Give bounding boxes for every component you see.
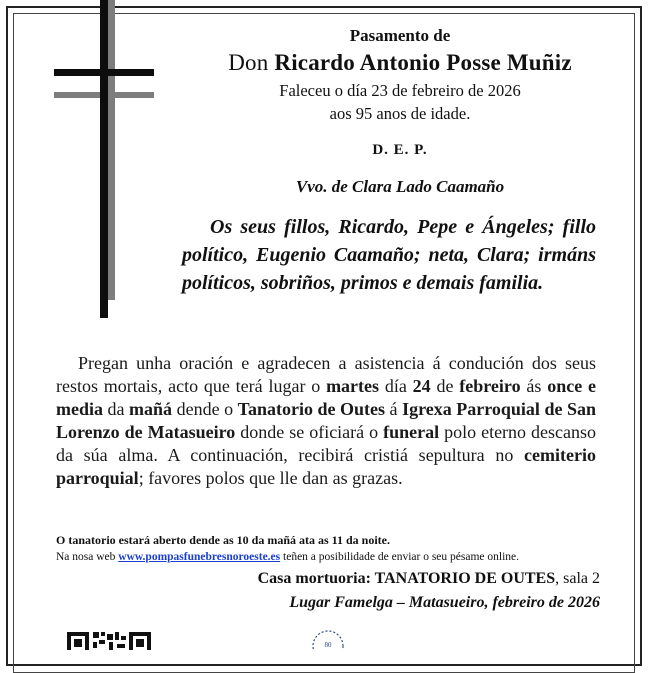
pasamento-heading: Pasamento de [349,26,451,45]
qr-code-icon[interactable] [67,628,151,650]
deceased-name [180,50,620,76]
name-prefix: Don [228,50,269,75]
web-line: Na nosa web www.pompasfunebresnoroeste.es teñen a posibilidade de enviar o seu pésame online. [56,551,520,563]
age-line: aos 95 anos de idade. [329,104,471,123]
anniversary-badge [310,628,346,650]
cross-icon-black-horizontal [54,69,154,76]
website-link[interactable]: www.pompasfunebresnoroeste.es [118,551,281,563]
death-date: Faleceu o día 23 de febreiro de 2026 [279,81,521,100]
cross-icon-black-vertical [100,0,108,318]
dep-line: D. E. P. [372,142,428,158]
ceremony-text: Pregan unha oración e agradecen a asistencia á condución dos seus restos mortais, acto que terá lugar o martes día 24 de febreiro ás once e media da mañá dende o Tanatorio de Outes á Igrexa Parroquial de San Lorenzo de Matasueiro donde se oficiará o funeral polo eterno descanso da súa alma. A continuación, recibirá cristiá sepultura no cemiterio parroquial; favores polos que lle dan as grazas. [56,353,597,488]
name-text: Ricardo Antonio Posse Muñiz [274,50,572,75]
casa-mortuoria: Casa mortuoria: TANATORIO DE OUTES, sala 2 [257,570,600,587]
family-list: Os seus fillos, Ricardo, Pepe e Ángeles; fillo político, Eugenio Caamaño; neta, Clara; irmáns políticos, sobriños, primos e demais familia. [182,216,596,294]
badge-number: 80 [324,641,332,649]
widower-line: Vvo. de Clara Lado Caamaño [295,177,505,196]
tanatorio-hours: O tanatorio estará aberto dende as 10 da mañá ata as 11 da noite. [56,533,390,547]
cross-icon-gray-vertical [108,0,115,300]
place-date: Lugar Famelga – Matasueiro, febreiro de 2026 [289,594,600,611]
